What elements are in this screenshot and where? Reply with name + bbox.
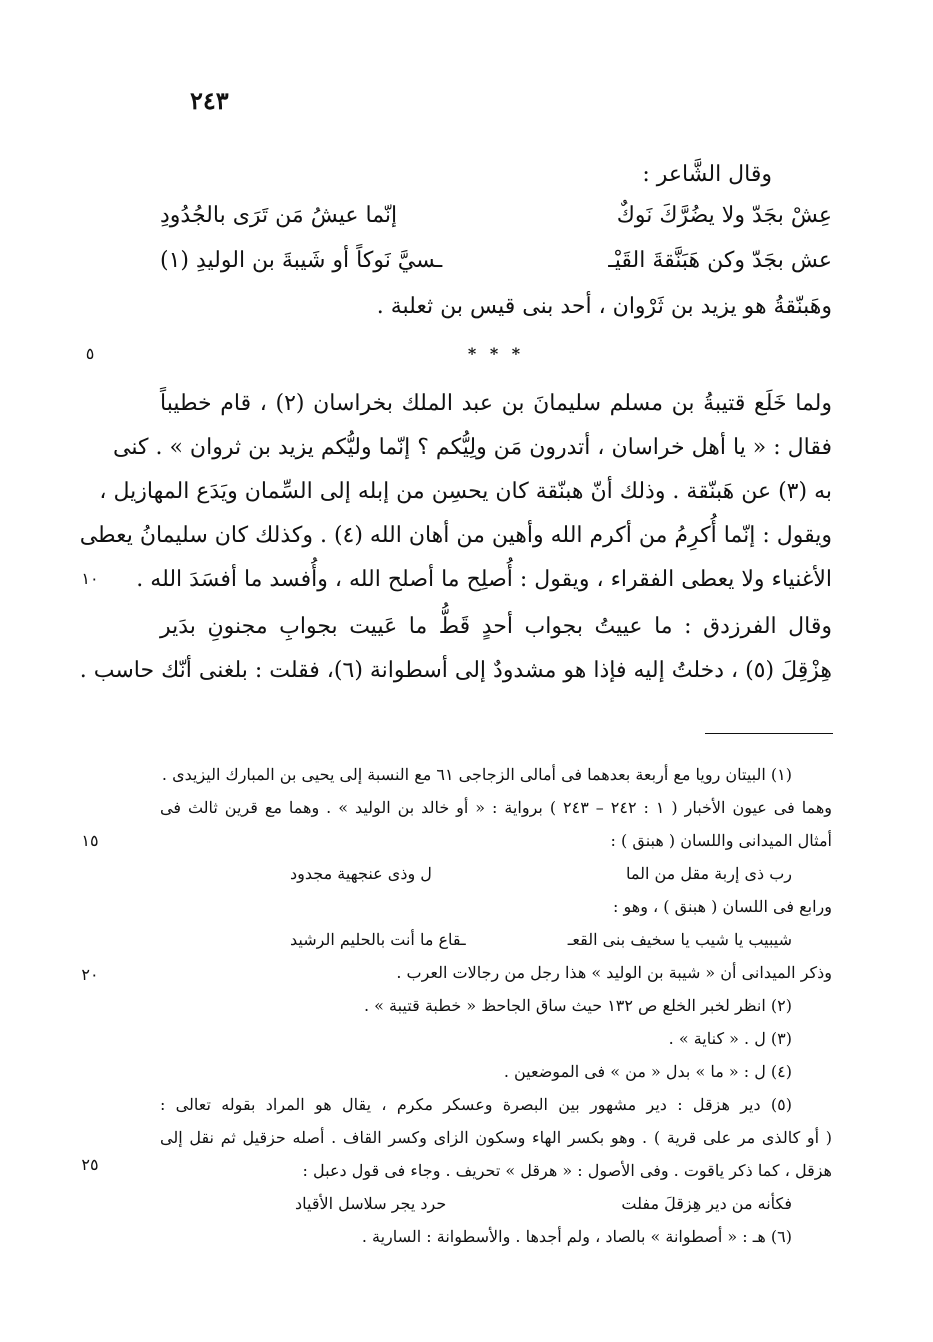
footnote-5-line-2: ( أو كالذى مر على قرية ) . وهو بكسر الهاء وسكون الزاى وكسر القاف . أصله حزقيل ثم نقل إلى [160, 1128, 832, 1147]
line-number-10: ١٠ [81, 569, 99, 588]
line-number-25: ٢٥ [81, 1155, 99, 1174]
footnote-5-verse-second: حرد يجر سلاسل الأقياد [295, 1194, 447, 1213]
footnote-1-line-3: أمثال الميدانى واللسان ( هبنق ) : [610, 831, 832, 850]
footnote-1-verse-2-second: ـقاع ما أنت بالحليم الرشيد [290, 930, 466, 949]
verse-1-second-hemistich: إنّما عيشُ مَن تَرَى بالجُدُودِ [160, 203, 398, 228]
paragraph-1-line-1: ولما خَلَع قتيبةُ بن مسلم سليمانَ بن عبد الملك بخراسان (٢) ، قام خطيباً [160, 391, 832, 416]
footnote-1-verse-1-first: رب ذى إربة مقل من الما [625, 864, 792, 883]
section-separator: * * * [467, 344, 525, 363]
footnote-1-line-2: وهما فى عيون الأخبار ( ١ : ٢٤٢ – ٢٤٣ ) برواية : « أو خالد بن الوليد » . وهما مع قرين ثالث فى [160, 798, 833, 817]
paragraph-1-line-5: الأغنياء ولا يعطى الفقراء ، ويقول : أُصلِح ما أصلح الله ، وأُفسد ما أفسَدَ الله . [136, 567, 832, 592]
footnote-1-verse-1-second: ل وذى عنجهية مجدود [290, 864, 432, 883]
footnote-5-line-3: هزقل ، كما ذكر ياقوت . وفى الأصول : « هرقل » تحريف . وجاء فى قول دعبل : [302, 1161, 832, 1180]
footnote-2: (٢) انظر لخبر الخلع ص ١٣٢ حيث ساق الجاحظ « خطبة قتيبة » . [363, 996, 792, 1015]
paragraph-2-line-1: وقال الفرزدق : ما عييتُ بجواب أحدٍ قَطُّ ما عَييت بجوابِ مجنونِ بدَير [160, 614, 832, 639]
verse-1-first-hemistich: عِشْ بجَدّ ولا يضُرَّكَ نَوكٌ [616, 203, 832, 228]
page-number: ٢٤٣ [190, 86, 229, 115]
line-number-5: ٥ [85, 344, 95, 363]
paragraph-1-line-2: فقال : « يا أهل خراسان ، أتدرون مَن ولِيُّكم ؟ إنّما وليُّكم يزيد بن ثروان » . كنى [113, 435, 832, 460]
footnote-1-verse-1 [160, 866, 832, 888]
verse-2-second-hemistich: ـسيَّ نَوكاً أو شَيبةَ بن الوليدِ (١) [160, 248, 443, 273]
footnote-5-verse [160, 1196, 832, 1218]
paragraph-2-line-2: هِزْقِلَ (٥) ، دخلتُ إليه فإذا هو مشدودٌ إلى أسطوانة (٦)، فقلت : بلغنى أنّك حاسب . [79, 658, 832, 683]
line-number-15: ١٥ [81, 831, 99, 850]
line-number-20: ٢٠ [81, 965, 99, 984]
paragraph-1-line-3: به (٣) عن هَبنّقة . وذلك أنّ هبنّقة كان يحسِن من إبله إلى السِّمان ويَدَع المهازيل ، [99, 479, 832, 504]
footnote-1-line-4: ورابع فى اللسان ( هبنق ) ، وهو : [613, 897, 832, 916]
footnote-3: (٣) ل . « كناية » . [668, 1029, 792, 1048]
footnote-1-verse-2 [160, 932, 832, 954]
footnote-4: (٤) ل : « ما » بدل « من » فى الموضعين . [503, 1062, 792, 1081]
footnote-5-line-1: (٥) دير هزقل : دير مشهور بين البصرة وعسكر مكرم ، يقال هو المراد بقوله تعالى : [160, 1095, 792, 1114]
verse-2-first-hemistich: عش بجَدّ وكن هَبَنَّقةَ القَيْـ [608, 248, 832, 273]
habannaqa-line: وهَبنّقةُ هو يزيد بن ثَرْوان ، أحد بنى قيس بن ثعلبة . [376, 294, 832, 319]
footnote-5-verse-first: فكأنه من دير هِزقلَ مفلت [621, 1194, 792, 1213]
footnote-1-verse-2-first: شيبيب يا شيب يا سخيف بنى القعـ [567, 930, 792, 949]
poet-intro: وقال الشَّاعر : [642, 162, 772, 187]
footnote-1-line-5: وذكر الميدانى أن « شيبة بن الوليد » هذا رجل من رجالات العرب . [396, 963, 832, 982]
footnote-1-line-1: (١) البيتان رويا مع أربعة بعدهما فى أمالى الزجاجى ٦١ مع النسبة إلى يحيى بن المبارك اليزيدى . [161, 765, 792, 784]
footnote-6: (٦) هـ : « أصطوانة » بالصاد ، ولم أجدها . والأسطوانة : السارية . [361, 1227, 792, 1246]
paragraph-1-line-4: ويقول : إنّما أُكرِمُ من أكرم الله وأهين من أهان الله (٤) . وكذلك كان سليمانُ يعطى [79, 523, 832, 548]
